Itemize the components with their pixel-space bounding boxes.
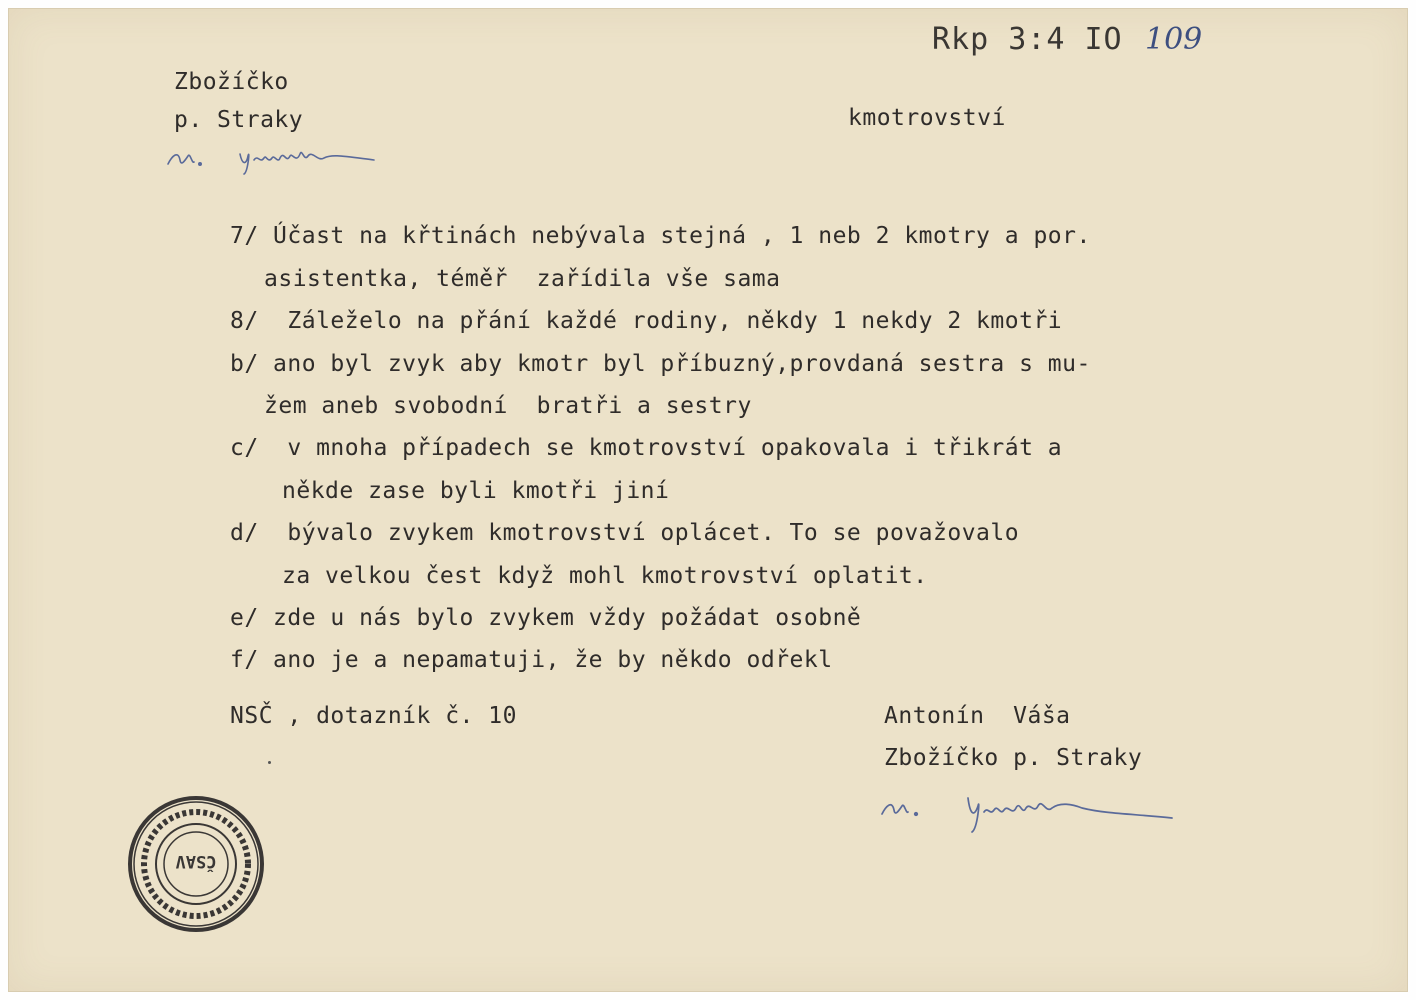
handwritten-signature-top (162, 138, 382, 176)
answer-line: c/ v mnoha případech se kmotrovství opakovala i třikrát a (230, 435, 1063, 461)
author-name: Antonín Váša (884, 703, 1071, 729)
topic-heading: kmotrovství (848, 105, 1006, 131)
answer-line: za velkou čest když mohl kmotrovství oplatit. (282, 563, 928, 589)
answer-line: žem aneb svobodní bratři a sestry (264, 393, 752, 419)
author-place: Zbožíčko p. Straky (884, 745, 1143, 771)
answer-line: asistentka, téměř zařídila vše sama (264, 266, 781, 292)
archive-shelfmark: Rkp 3:4 IO (932, 22, 1123, 57)
place-line-1: Zbožíčko (174, 69, 289, 95)
answer-line: 8/ Záleželo na přání každé rodiny, někdy 1 nekdy 2 kmotři (230, 308, 1063, 334)
ink-dot (268, 761, 271, 764)
answer-line: f/ ano je a nepamatuji, že by někdo odřekl (230, 647, 833, 673)
archive-page-number: 109 (1145, 22, 1203, 57)
institution-stamp (126, 794, 266, 934)
place-line-2: p. Straky (174, 107, 304, 133)
answer-line: b/ ano byl zvyk aby kmotr byl příbuzný,provdaná sestra s mu- (230, 351, 1091, 377)
answer-line: někde zase byli kmotři jiní (282, 478, 670, 504)
answer-line: d/ bývalo zvykem kmotrovství oplácet. To se považovalo (230, 520, 1020, 546)
stamp-text: ČSAV (175, 851, 217, 871)
handwritten-signature-bottom (876, 784, 1176, 836)
source-reference: NSČ , dotazník č. 10 (230, 703, 517, 729)
answer-line: e/ zde u nás bylo zvykem vždy požádat osobně (230, 605, 862, 631)
answer-line: 7/ Účast na křtinách nebývala stejná , 1 neb 2 kmotry a por. (230, 223, 1091, 249)
